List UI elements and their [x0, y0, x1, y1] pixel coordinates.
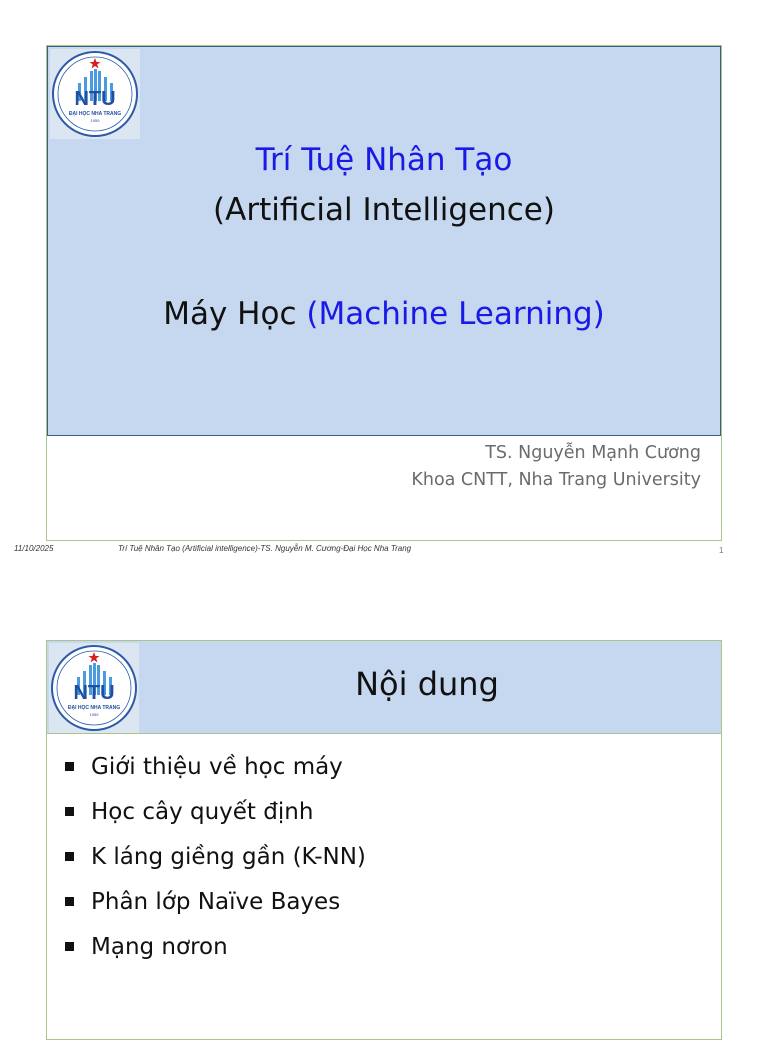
- subtitle-english: (Machine Learning): [306, 296, 605, 332]
- bullet-square-icon: [65, 762, 74, 771]
- slide-footer: [0, 542, 768, 560]
- bullet-square-icon: [65, 852, 74, 861]
- title-panel: [47, 46, 721, 436]
- title-vietnamese: Trí Tuệ Nhân Tạo: [255, 142, 513, 178]
- svg-text:NTU: NTU: [73, 682, 115, 704]
- footer-text: Trí Tuệ Nhân Tạo (Artificial intelligence)-TS. Nguyễn M. Cương-Đại Học Nha Trang: [118, 544, 412, 553]
- content-list: [63, 744, 366, 969]
- svg-text:ĐẠI HỌC NHA TRANG: ĐẠI HỌC NHA TRANG: [67, 705, 121, 711]
- subtitle: [48, 289, 720, 339]
- ntu-logo-icon: [50, 49, 140, 139]
- footer-date: 11/10/2025: [14, 544, 54, 553]
- slide-2: [46, 640, 722, 1040]
- list-item: Mạng nơron: [63, 924, 366, 969]
- list-item: Học cây quyết định: [63, 789, 366, 834]
- list-item: Phân lớp Naïve Bayes: [63, 879, 366, 924]
- slide-2-header: [47, 641, 721, 734]
- bullet-square-icon: [65, 942, 74, 951]
- svg-text:ĐẠI HỌC NHA TRANG: ĐẠI HỌC NHA TRANG: [68, 111, 122, 117]
- logo-brand-text: NTU: [74, 88, 116, 110]
- svg-text:1959: 1959: [90, 118, 100, 123]
- slide-1: [46, 45, 722, 541]
- svg-text:1959: 1959: [89, 712, 99, 717]
- title-english: (Artificial Intelligence): [213, 192, 555, 228]
- page-number: 1: [719, 546, 724, 555]
- author-affiliation: Khoa CNTT, Nha Trang University: [411, 470, 701, 490]
- list-item: Giới thiệu về học máy: [63, 744, 366, 789]
- slide-2-title: Nội dung: [355, 665, 499, 703]
- bullet-square-icon: [65, 807, 74, 816]
- list-item: K láng giềng gần (K-NN): [63, 834, 366, 879]
- subtitle-vietnamese: Máy Học: [163, 296, 297, 332]
- author-name: TS. Nguyễn Mạnh Cương: [485, 443, 701, 463]
- ntu-logo-icon: [49, 643, 139, 733]
- author-block: [411, 440, 701, 494]
- bullet-square-icon: [65, 897, 74, 906]
